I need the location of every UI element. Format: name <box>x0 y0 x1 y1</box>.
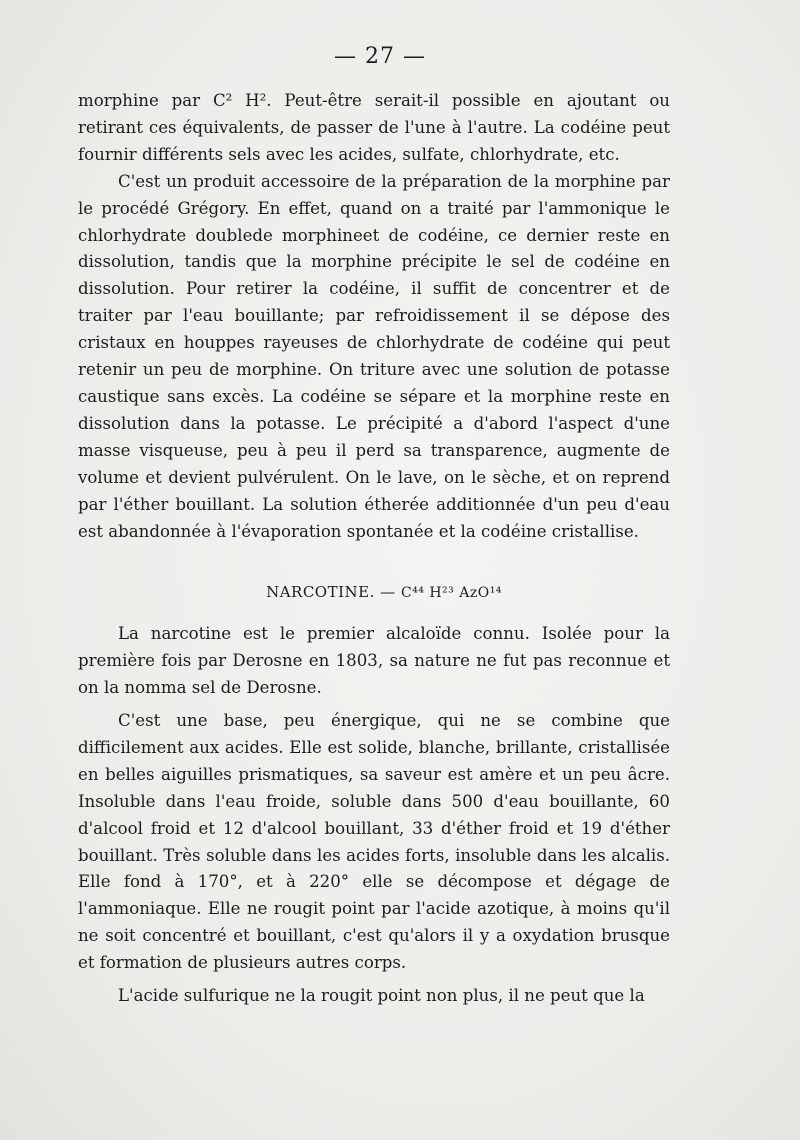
paragraph-narcotine-intro: La narcotine est le premier alcaloïde connu. Isolée pour la première fois par Derosne en 1803, sa nature ne fut pas reconnue et on la nomma sel de Derosne. <box>78 624 670 698</box>
paragraph-codeine-preparation: C'est un produit accessoire de la préparation de la morphine par le procédé Grégory. En effet, quand on a traité par l'ammonique le chlorhydrate doublede morphineet de codéine, ce dernier reste en dissolution, tandis que la morphine précipite le sel de codéine en dissolution. Pour retirer la codéine, il suffit de concentrer et de traiter par l'eau bouillante; par refroidissement il se dépose des cristaux en houppes rayeuses de chlorhydrate de codéine qui peut retenir un peu de morphine. On triture avec une solution de potasse caustique sans excès. La codéine se sépare et la morphine reste en dissolution dans la potasse. Le précipité a d'abord l'aspect d'une masse visqueuse, peu à peu il perd sa transparence, augmente de volume et devient pulvérulent. On le lave, on le sèche, et on reprend par l'éther bouillant. La solution étherée additionnée d'un peu d'eau est abandonnée à l'évaporation spontanée et la codéine cristallise. <box>78 171 670 541</box>
section-formula: C⁴⁴ H²³ AzO¹⁴ <box>400 585 502 602</box>
section-heading <box>78 579 670 607</box>
section-dash: — <box>380 583 396 602</box>
section-title: NARCOTINE. <box>266 583 375 602</box>
paragraph-narcotine-properties: C'est une base, peu énergique, qui ne se combine que difficilement aux acides. Elle est solide, blanche, brillante, cristallisée en belles aiguilles prismatiques, sa saveur est amère et un peu âcre. Insoluble dans l'eau froide, soluble dans 500 d'eau bouillante, 60 d'alcool froid et 12 d'alcool bouillant, 33 d'éther froid et 19 d'éther bouillant. Très soluble dans les acides forts, insoluble dans les alcalis. Elle fond à 170°, et à 220° elle se décompose et dégage de l'ammoniaque. Elle ne rougit point par l'acide azotique, à moins qu'il ne soit concentré et bouillant, c'est qu'alors il y a oxydation brusque et formation de plusieurs autres corps. <box>78 711 670 973</box>
body-text <box>78 88 670 1010</box>
paragraph-sulfuric-acid: L'acide sulfurique ne la rougit point non plus, il ne peut que la <box>118 986 645 1006</box>
paragraph-continuation: morphine par C² H². Peut-être serait-il possible en ajoutant ou retirant ces équivalents, de passer de l'une à l'autre. La codéine peut fournir différents sels avec les acides, sulfate, chlorhydrate, etc. <box>78 91 670 164</box>
page-number: — 27 — <box>334 44 426 69</box>
